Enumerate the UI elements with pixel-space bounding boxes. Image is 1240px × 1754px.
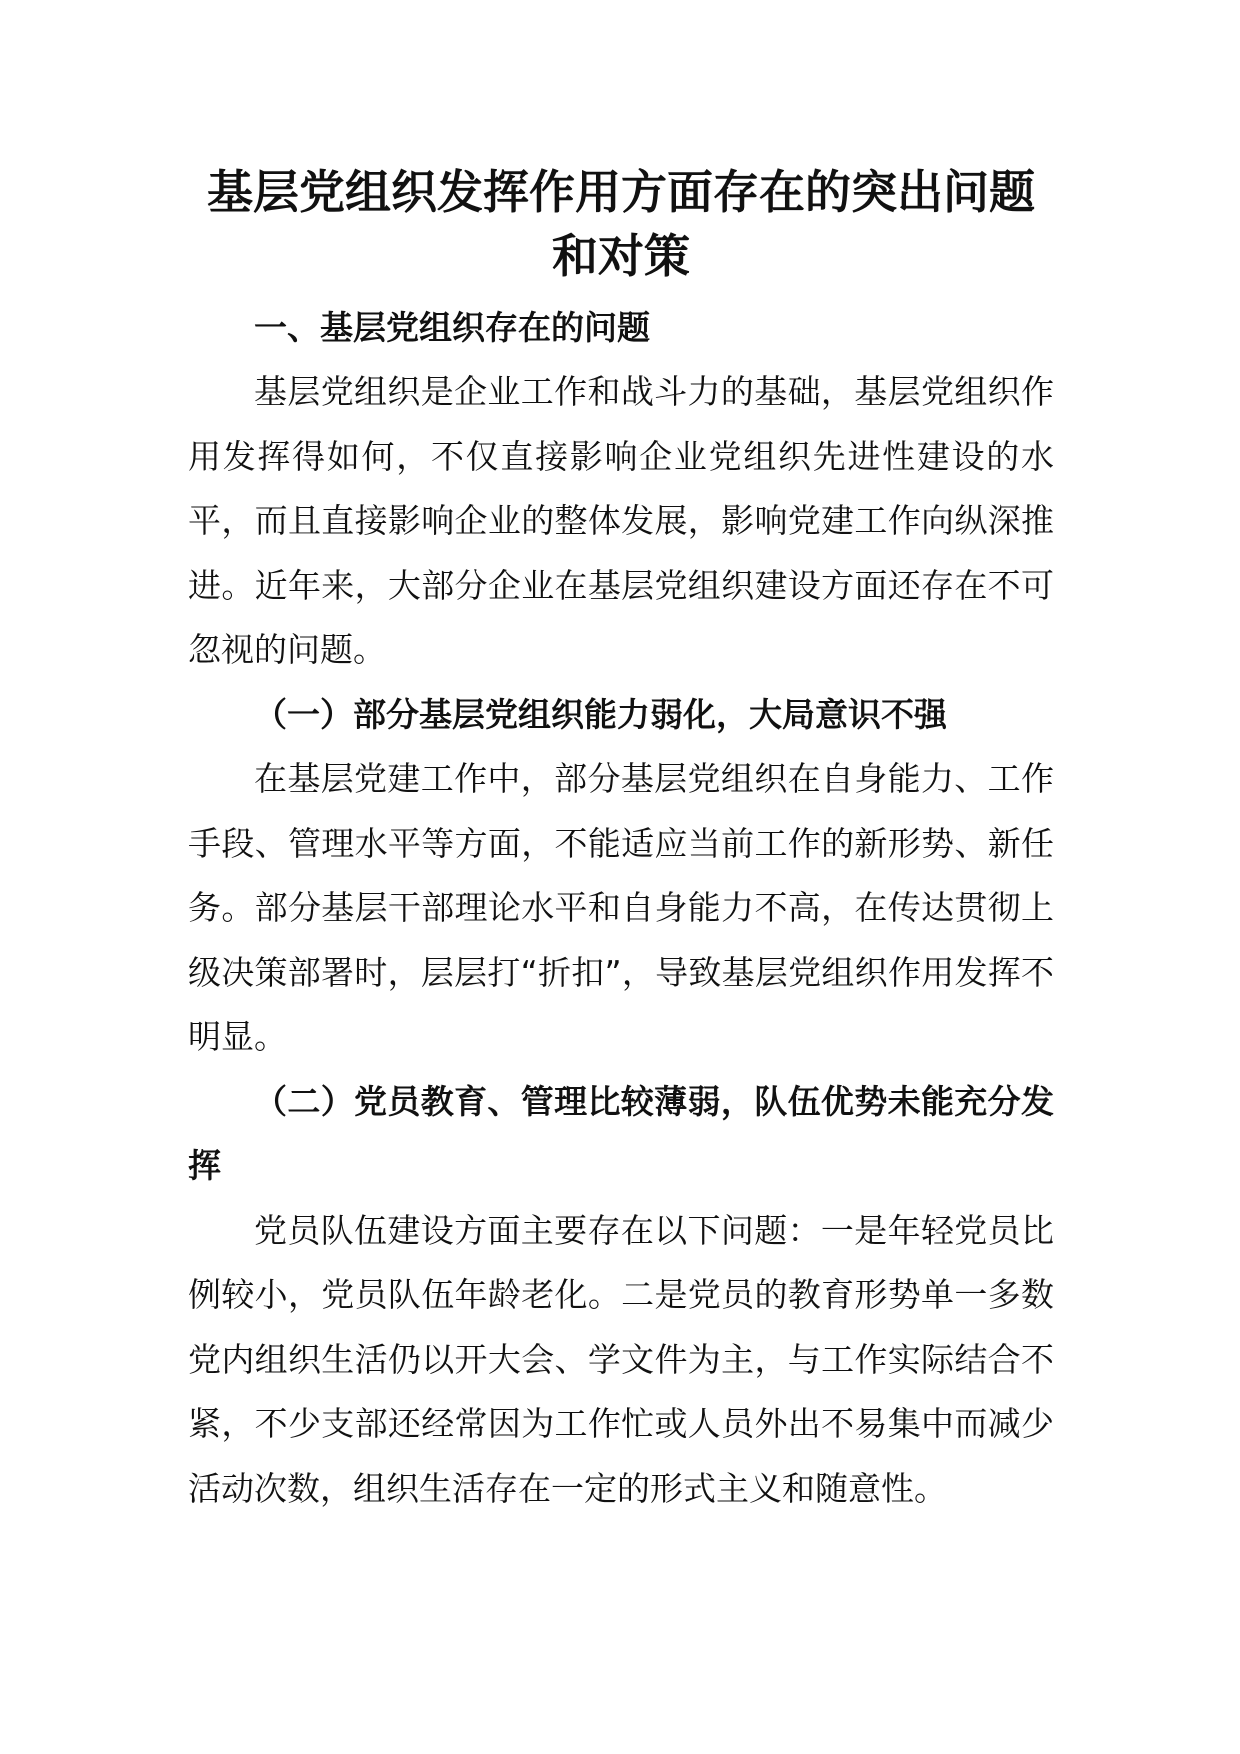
section-intro-paragraph: 基层党组织是企业工作和战斗力的基础，基层党组织作用发挥得如何，不仅直接影响企业党组织先进性建设的水平，而且直接影响企业的整体发展，影响党建工作向纵深推进。近年来，大部分企业在基层党组织建设方面还存在不可忽视的问题。	[188, 372, 1054, 669]
subsection-1-paragraph: 在基层党建工作中，部分基层党组织在自身能力、工作手段、管理水平等方面，不能适应当前工作的新形势、新任务。部分基层干部理论水平和自身能力不高，在传达贯彻上级决策部署时，层层打“折扣”，导致基层党组织作用发挥不明显。	[188, 759, 1054, 1056]
section-heading-problems: 一、基层党组织存在的问题	[254, 308, 650, 347]
document-title	[188, 160, 1054, 288]
document-title-line-2: 和对策	[552, 229, 690, 283]
subsection-heading-2: （二）党员教育、管理比较薄弱，队伍优势未能充分发挥	[188, 1081, 1054, 1185]
document-page	[188, 160, 1054, 1521]
subsection-heading-1: （一）部分基层党组织能力弱化，大局意识不强	[254, 694, 947, 734]
subsection-2-paragraph: 党员队伍建设方面主要存在以下问题：一是年轻党员比例较小，党员队伍年龄老化。二是党员的教育形势单一多数党内组织生活仍以开大会、学文件为主，与工作实际结合不紧，不少支部还经常因为工作忙或人员外出不易集中而减少活动次数，组织生活存在一定的形式主义和随意性。	[188, 1210, 1054, 1508]
document-title-line-1: 基层党组织发挥作用方面存在的突出问题	[207, 165, 1035, 219]
